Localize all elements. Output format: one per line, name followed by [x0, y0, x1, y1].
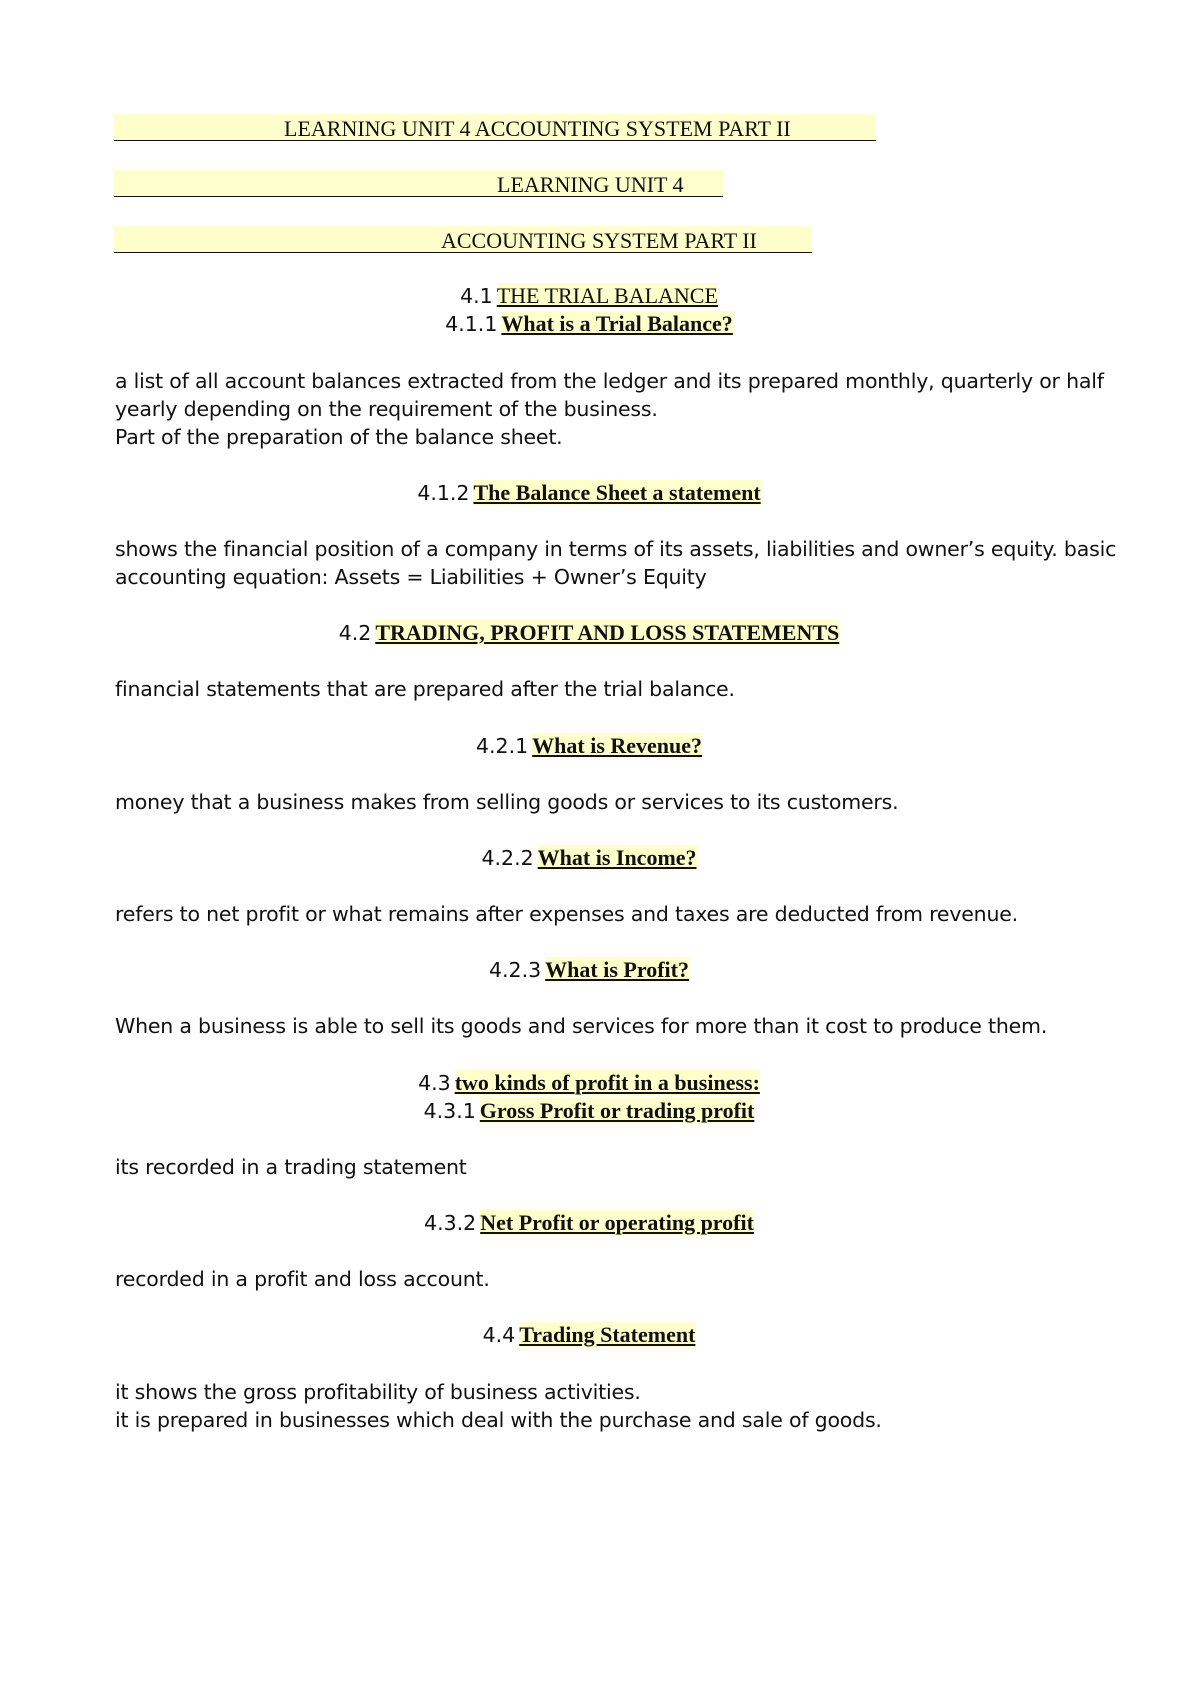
paragraph-line: Part of the preparation of the balance sheet.: [115, 425, 563, 449]
paragraph-line: When a business is able to sell its goods and services for more than it cost to produce them.: [115, 1014, 1048, 1038]
section-heading-4-2: 4.2 TRADING, PROFIT AND LOSS STATEMENTS: [338, 620, 840, 645]
paragraph-line: accounting equation: Assets = Liabilities + Owner’s Equity: [115, 565, 707, 589]
paragraph-line: its recorded in a trading statement: [115, 1155, 467, 1179]
paragraph-line: recorded in a profit and loss account.: [115, 1267, 490, 1291]
section-heading-4-1: 4.1 THE TRIAL BALANCE: [460, 283, 718, 308]
paragraph-line: it is prepared in businesses which deal with the purchase and sale of goods.: [115, 1408, 882, 1432]
section-heading-4-4: 4.4 Trading Statement: [482, 1322, 696, 1347]
section-heading-4-2-1: 4.2.1 What is Revenue?: [475, 733, 703, 758]
document-title: LEARNING UNIT 4 ACCOUNTING SYSTEM PART II: [284, 116, 791, 141]
section-heading-4-2-3: 4.2.3 What is Profit?: [489, 957, 689, 982]
paragraph-line: refers to net profit or what remains after expenses and taxes are deducted from revenue.: [115, 902, 1018, 926]
paragraph-line: money that a business makes from selling goods or services to its customers.: [115, 790, 899, 814]
document-subtitle-part: ACCOUNTING SYSTEM PART II: [441, 228, 757, 253]
paragraph-line: a list of all account balances extracted from the ledger and its prepared monthly, quarterly or half: [115, 369, 1104, 393]
paragraph-line: yearly depending on the requirement of the business.: [115, 397, 658, 421]
section-heading-4-3-1: 4.3.1 Gross Profit or trading profit: [423, 1098, 755, 1123]
paragraph-line: it shows the gross profitability of business activities.: [115, 1380, 641, 1404]
section-heading-4-3-2: 4.3.2 Net Profit or operating profit: [424, 1210, 754, 1235]
document-subtitle-unit: LEARNING UNIT 4: [497, 172, 684, 197]
section-heading-4-1-2: 4.1.2 The Balance Sheet a statement: [417, 480, 761, 505]
section-heading-4-1-1: 4.1.1 What is a Trial Balance?: [445, 311, 733, 336]
section-heading-4-3: 4.3 two kinds of profit in a business:: [418, 1070, 760, 1095]
paragraph-line: shows the financial position of a company in terms of its assets, liabilities and owner’s equity. basic: [115, 537, 1117, 561]
paragraph-line: financial statements that are prepared after the trial balance.: [115, 677, 735, 701]
section-heading-4-2-2: 4.2.2 What is Income?: [481, 845, 697, 870]
